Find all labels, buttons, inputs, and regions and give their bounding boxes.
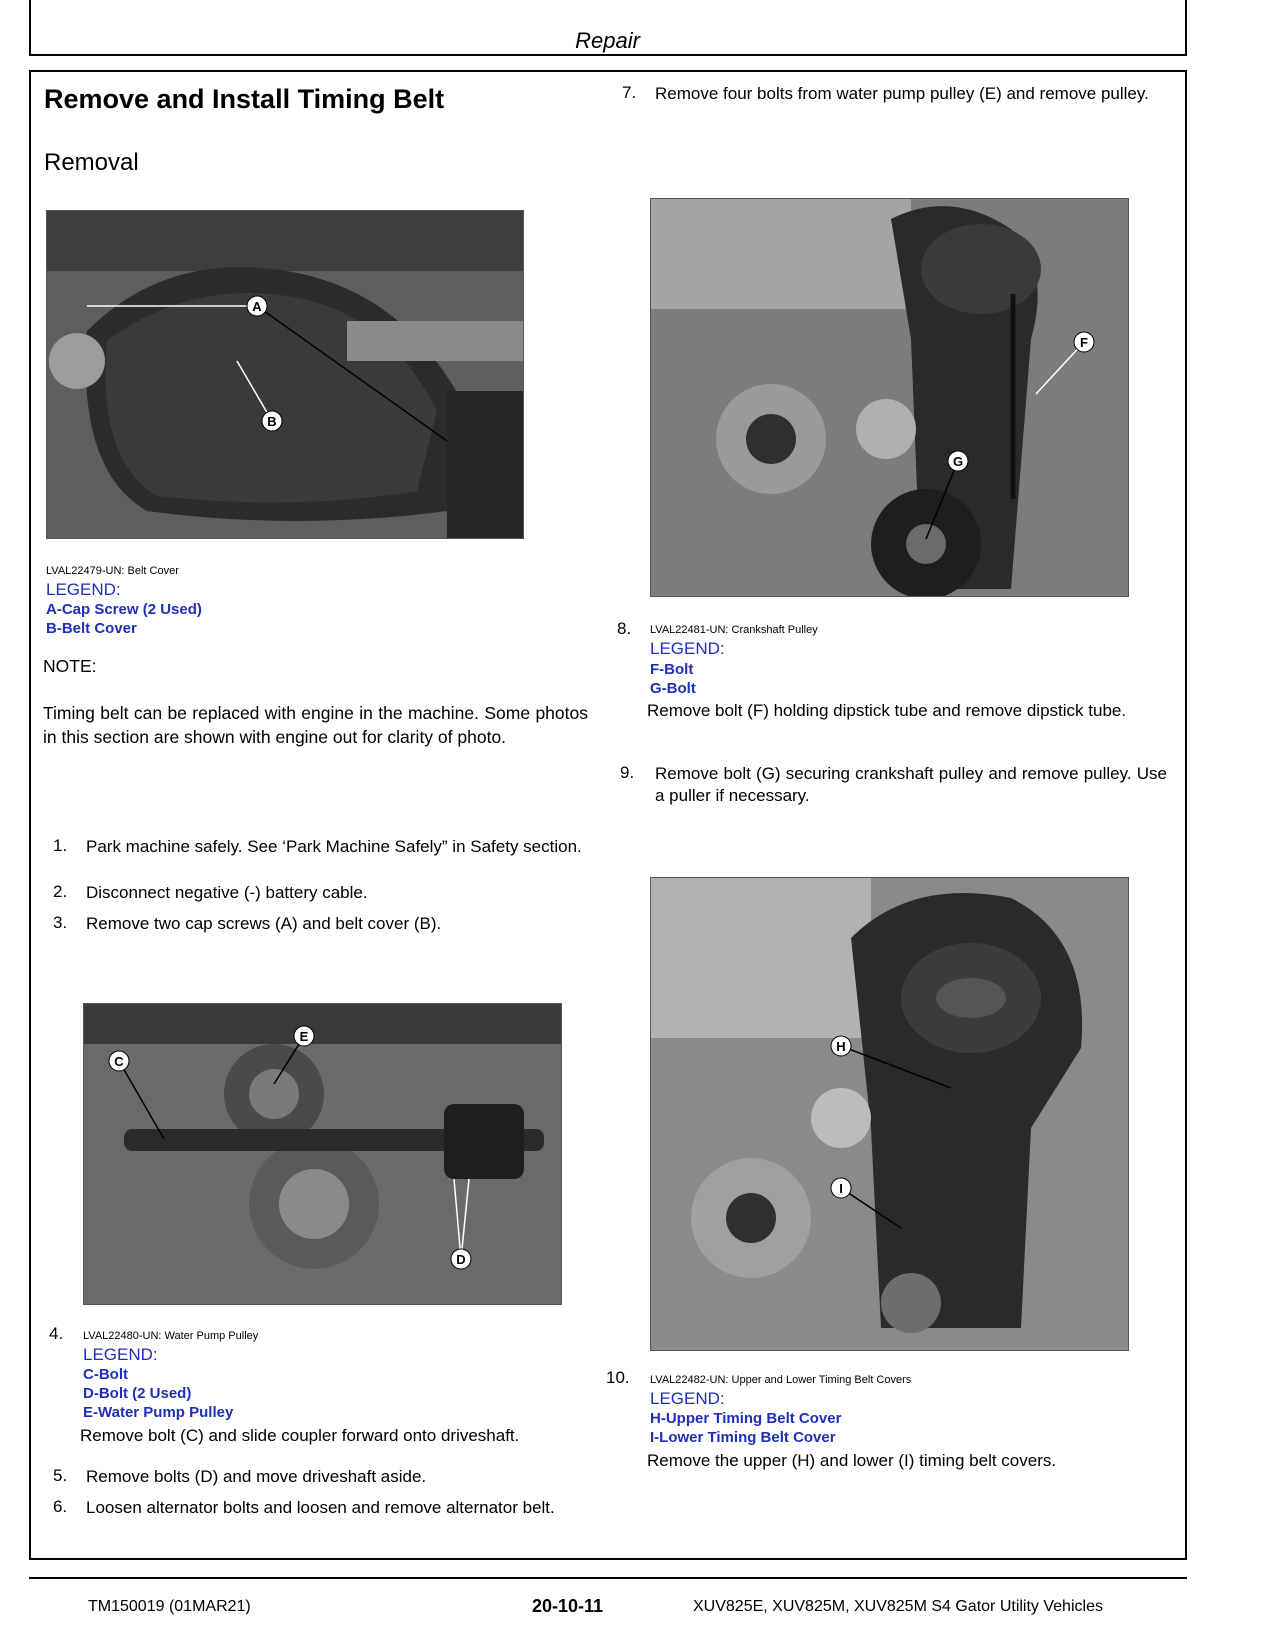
callout-e: E (299, 1029, 309, 1044)
callout-b: B (267, 414, 277, 429)
step-text: Remove bolt (C) and slide coupler forward onto driveshaft. (80, 1426, 520, 1445)
legend-item: A-Cap Screw (2 Used) (46, 601, 202, 618)
figure-caption: LVAL22481-UN: Crankshaft Pulley (650, 624, 818, 636)
callout-g: G (952, 454, 964, 469)
callout-h: H (836, 1039, 846, 1054)
step-text: Remove two cap screws (A) and belt cover (B). (86, 914, 442, 933)
footer-page-number: 20-10-11 (532, 1596, 604, 1616)
step-number: 7. (622, 83, 637, 102)
callout-a: A (252, 299, 262, 314)
legend-item: C-Bolt (83, 1366, 128, 1383)
step-text: Disconnect negative (-) battery cable. (86, 883, 368, 902)
step-text: Remove four bolts from water pump pulley (E) and remove pulley. (655, 84, 1149, 103)
legend-item: G-Bolt (650, 680, 696, 697)
figure-caption: LVAL22482-UN: Upper and Lower Timing Belt Covers (650, 1374, 912, 1386)
note-text: Timing belt can be replaced with engine in the machine. Some photos in this section are shown with engine out for clarity of photo. (43, 703, 588, 747)
water-pump-pulley-photo (83, 1003, 562, 1305)
crankshaft-pulley-photo (650, 198, 1129, 597)
footer-rule (29, 1577, 1187, 1579)
callout-c: C (114, 1054, 124, 1069)
figure-caption: LVAL22479-UN: Belt Cover (46, 565, 179, 577)
legend-label: LEGEND: (46, 580, 121, 599)
header-title: Repair (575, 28, 640, 53)
step-number: 6. (53, 1497, 68, 1516)
step-text: Remove the upper (H) and lower (I) timing belt covers. (647, 1451, 1057, 1470)
legend-label: LEGEND: (650, 639, 725, 658)
legend-label: LEGEND: (650, 1389, 725, 1408)
legend-item: I-Lower Timing Belt Cover (650, 1429, 836, 1446)
legend-label: LEGEND: (83, 1345, 158, 1364)
figure-caption: LVAL22480-UN: Water Pump Pulley (83, 1330, 259, 1342)
timing-belt-covers-photo (650, 877, 1129, 1351)
step-text: Park machine safely. See ‘Park Machine Safely” in Safety section. (86, 837, 582, 856)
belt-cover-photo (46, 210, 524, 539)
callout-d: D (456, 1252, 466, 1267)
legend-item: E-Water Pump Pulley (83, 1404, 234, 1421)
step-text: Remove bolts (D) and move driveshaft aside. (86, 1467, 427, 1486)
step-number: 8. (617, 619, 632, 638)
step-number: 9. (620, 763, 635, 782)
legend-item: H-Upper Timing Belt Cover (650, 1410, 842, 1427)
callout-f: F (1080, 335, 1088, 350)
step-number: 2. (53, 882, 68, 901)
step-text: Remove bolt (G) securing crankshaft pulley and remove pulley. Use a puller if necessary. (655, 764, 1167, 805)
step-number: 1. (53, 836, 68, 855)
step-number: 10. (606, 1368, 630, 1387)
step-text: Loosen alternator bolts and loosen and remove alternator belt. (86, 1498, 555, 1517)
step-number: 3. (53, 913, 68, 932)
footer-doc-id: TM150019 (01MAR21) (88, 1598, 251, 1615)
page-title: Remove and Install Timing Belt (44, 84, 445, 114)
step-number: 5. (53, 1466, 68, 1485)
legend-item: F-Bolt (650, 661, 694, 678)
step-text: Remove bolt (F) holding dipstick tube and remove dipstick tube. (647, 701, 1127, 720)
note-label: NOTE: (43, 656, 97, 676)
callout-i: I (839, 1181, 843, 1196)
section-title: Removal (44, 149, 139, 176)
step-number: 4. (49, 1324, 64, 1343)
legend-item: D-Bolt (2 Used) (83, 1385, 192, 1402)
legend-item: B-Belt Cover (46, 620, 137, 637)
footer-product: XUV825E, XUV825M, XUV825M S4 Gator Utility Vehicles (693, 1598, 1103, 1615)
